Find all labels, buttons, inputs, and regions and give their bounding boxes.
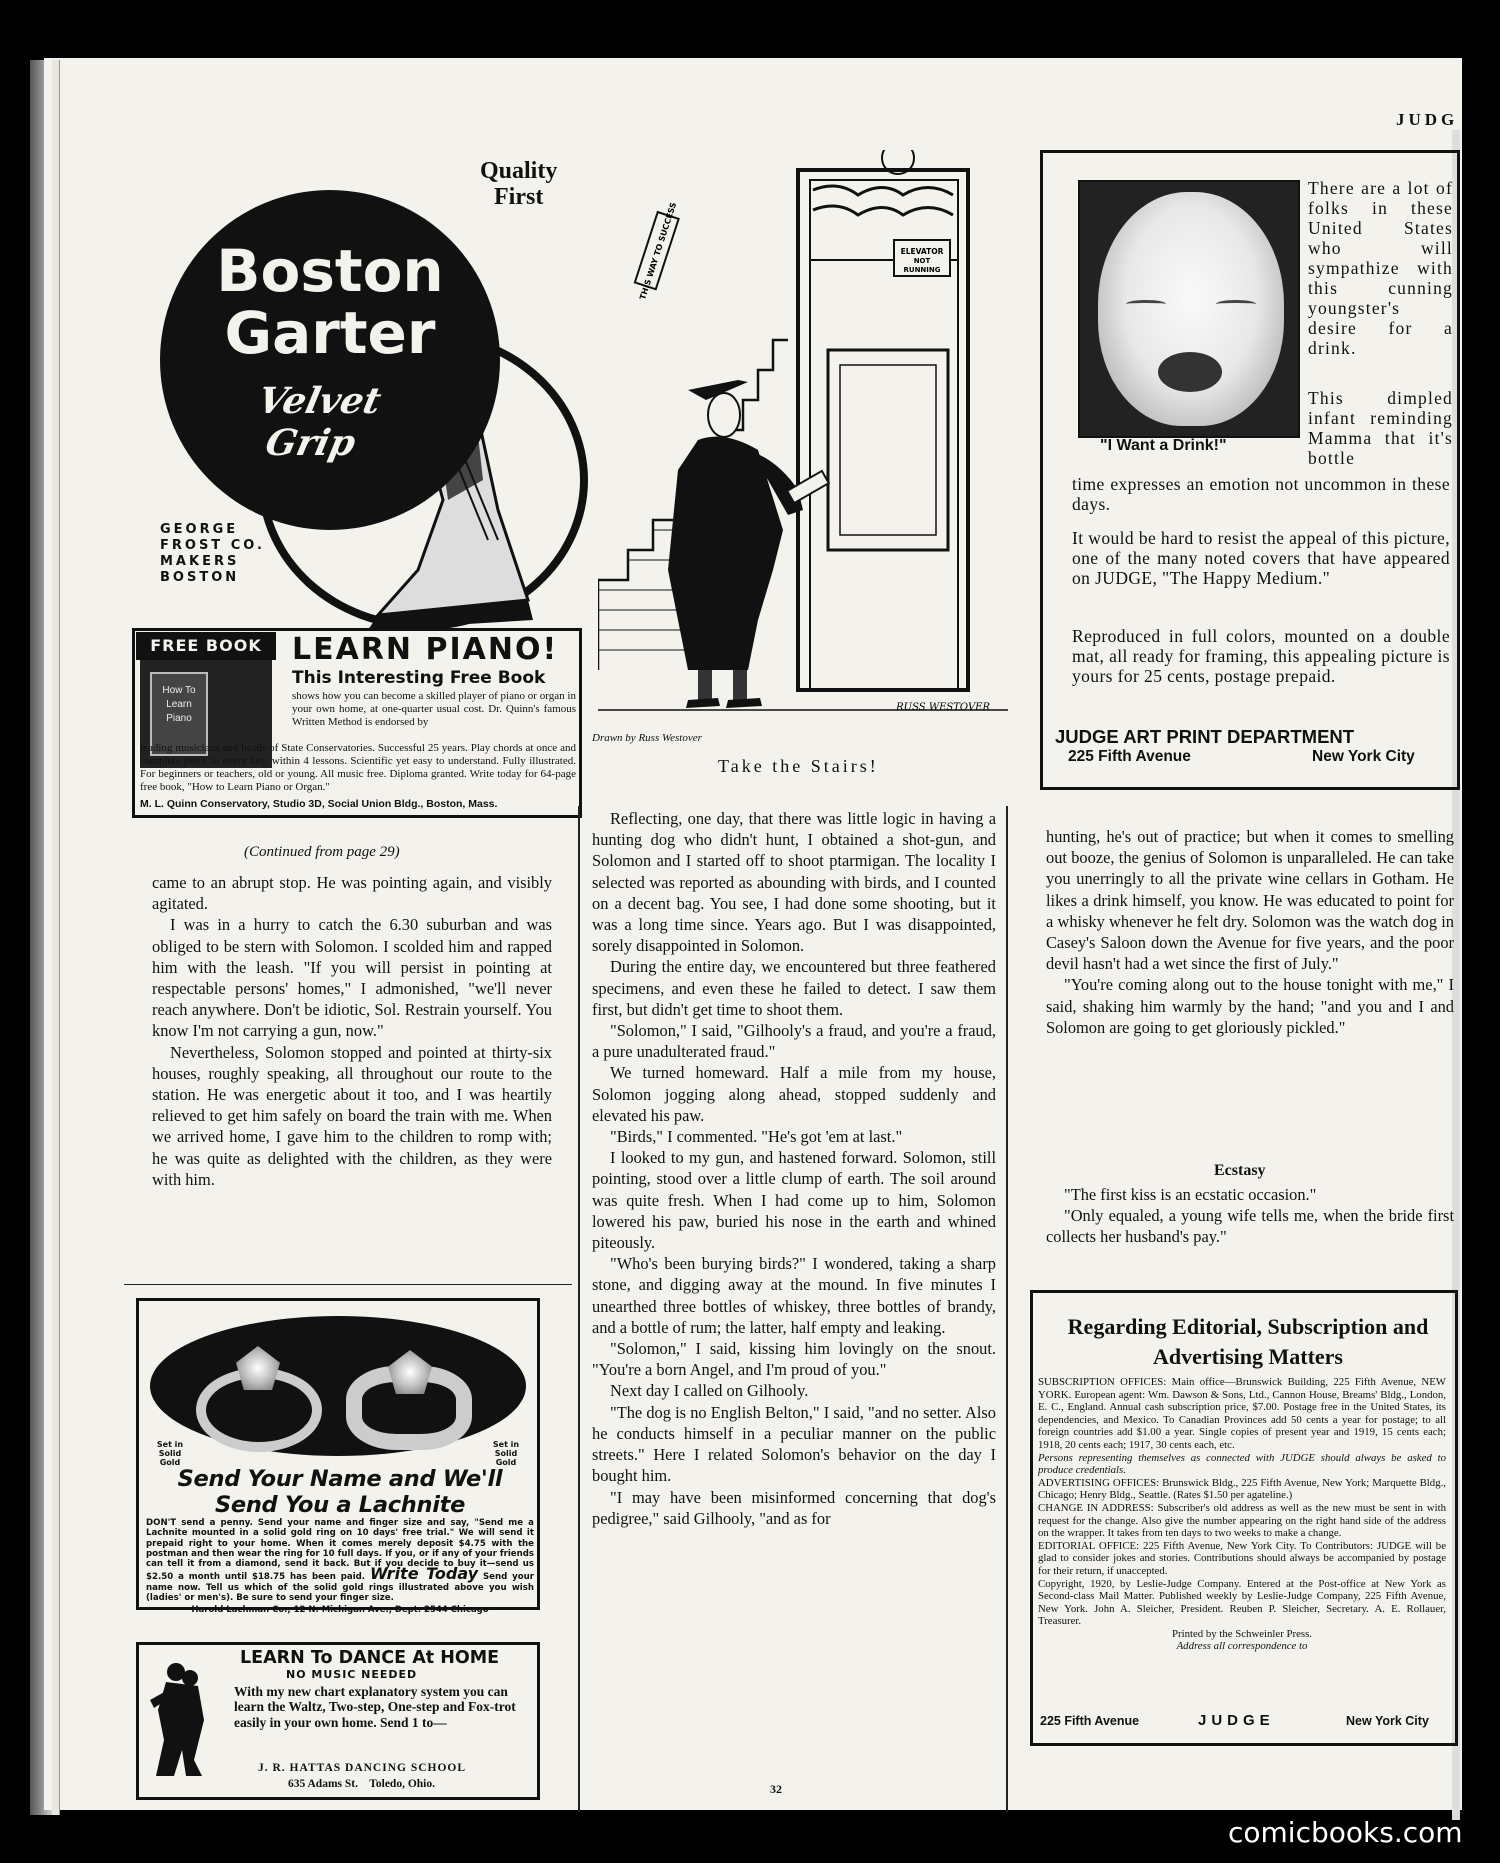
garter-brand-line1: Boston (216, 237, 444, 305)
write-today: Write Today (369, 1564, 479, 1584)
baby-ad-p2-beside: This dimpled infant reminding Mamma that it's bottle (1308, 388, 1453, 468)
story-paragraph: "Solomon," I said, "Gilhooly's a fraud, and you're a fraud, a pure unadulterated fraud." (592, 1021, 996, 1062)
regarding-paragraph: CHANGE IN ADDRESS: Subscriber's old address as well as the new must be sent in with request for the change. Also give the number appearing on the right hand side of the address on the wrapper. It takes from ten days to two weeks to make a change. (1038, 1501, 1446, 1540)
quality-word: Quality (480, 158, 558, 184)
story-paragraph: "Who's been burying birds?" I wondered, taking a sharp stone, and digging away at the mound. In five minutes I unearthed three bottles of whiskey, three bottles of brandy, and a bottle of rum; the latter, half empty and leaking. (592, 1254, 996, 1337)
lachnite-headline-1: Send Your Name and We'll (177, 1466, 503, 1492)
lachnite-headline-2: Send You a Lachnite (214, 1492, 466, 1518)
story-paragraph: came to an abrupt stop. He was pointing again, and visibly agitated. (152, 873, 552, 914)
story-paragraph: I was in a hurry to catch the 6.30 suburban and was obliged to be stern with Solomon. I scolded him and rapped him with the leash. "If you will persist in pointing at respectable persons' homes," I admonished, "we'll never reach anywhere. Don't be idiotic, Sol. Restrain yourself. You know I'm not carrying a gun, now." (152, 915, 552, 1041)
free-book-badge: FREE BOOK (136, 632, 276, 660)
cartoon-credit: Drawn by Russ Westover (592, 732, 702, 744)
piano-ad-body-narrow: shows how you can become a skilled player of piano or organ in your own home, at one-quarter usual cost. Dr. Quinn's famous Written Method is endorsed by (292, 690, 576, 728)
baby-ad-p3: It would be hard to resist the appeal of this picture, one of the many noted covers that have appeared on JUDGE, "The Happy Medium." (1072, 528, 1450, 588)
baby-eye (1216, 300, 1256, 308)
story-paragraph: We turned homeward. Half a mile from my house, Solomon jogging along ahead, stopped suddenly and elevated his paw. (592, 1063, 996, 1125)
regarding-paragraph: Copyright, 1920, by Leslie-Judge Company. Entered at the Post-office at New York as Second-class Mail Matter. Published weekly by Leslie-Judge Company, 225 Fifth Avenue, New York. John A. Sleicher, President. Reuben P. Sleicher, Secretary. A. E. Rollauer, Treasurer. (1038, 1577, 1446, 1628)
story-paragraph: "Solomon," I said, kissing him lovingly on the snout. "You're a born Angel, and I'm proud of you." (592, 1339, 996, 1380)
right-black-margin (1462, 58, 1500, 1818)
baby-ad-p1: There are a lot of folks in these United States who will sympathize with this cunning youngster's desire for a drink. (1308, 178, 1453, 358)
piano-ad-subtitle: This Interesting Free Book (292, 668, 546, 688)
regarding-paragraph: SUBSCRIPTION OFFICES: Main office—Brunswick Building, 225 Fifth Avenue, NEW YORK. European agent: Wm. Dawson & Sons, Ltd., Cannon House, Breams' Bldg., London, E. C., England. Annual cash subscription price, $7.00. Postage free in the United States, its dependencies, and Mexico. To Canadian Provinces add 50 cents a year for postage; to all foreign countries add $1.00 a year. Single copies of present year and 1919, 15 cents each; 1918, 20 cents each; 1917, 30 cents each, etc. (1038, 1376, 1446, 1451)
success-sign: THIS WAY TO SUCCESS (638, 201, 679, 301)
regarding-foot-address: 225 Fifth Avenue (1040, 1714, 1140, 1728)
regarding-paragraph: Persons representing themselves as connected with JUDGE should always be asked to produce credentials. (1038, 1451, 1446, 1477)
regarding-title-line1: Regarding Editorial, Subscription and (1067, 1314, 1429, 1339)
dancing-couple-silhouette (146, 1660, 212, 1778)
garter-makers (160, 522, 265, 586)
lachnite-body-text: DON'T send a penny. Send your name and finger size and say, "Send me a Lachnite mounted in a solid gold ring on 10 days' free trial." We will send it prepaid right to your home. When it comes merely deposit $4.75 with the postman and then wear the ring for 10 full days. If you, or if any of your friends can tell it from a diamond, send it back. But if you decide to buy it—send us $2.50 a month until $18.75 has been paid. (146, 1518, 534, 1583)
artist-signature: RUSS WESTOVER (896, 702, 990, 713)
garter-brand (180, 237, 480, 367)
regarding-paragraph: EDITORIAL OFFICE: 225 Fifth Avenue, New York City. To Contributors: JUDGE will be glad to consider jokes and stories. Contributions should always be accompanied by postage for their return, if unaccepted. (1038, 1539, 1446, 1577)
dance-school: J. R. HATTAS DANCING SCHOOL (258, 1762, 467, 1774)
cartoon-illustration (598, 150, 1008, 728)
baby-ad-p2-rest: time expresses an emotion not uncommon in these days. (1072, 474, 1450, 514)
piano-ad-title: LEARN PIANO! (292, 632, 559, 667)
piano-ad-body-wide: leading musicians and heads of State Conservatories. Successful 25 years. Play chords at once and complete piece in every key, within 4 lessons. Scientific yet easy to understand. Fully illustrated. For beginners or teachers, old or young. All music free. Diploma granted. Write today for 64-page free book, "How to Learn Piano or Organ." (140, 742, 576, 793)
baby-caption: "I Want a Drink!" (1100, 437, 1227, 454)
baby-ad-p4: Reproduced in full colors, mounted on a double mat, all ready for framing, this appealing picture is yours for 25 cents, postage prepaid. (1072, 626, 1450, 686)
story-paragraph: "The dog is no English Belton," I said, "and no setter. Also he conducts himself in a peculiar manner on the public streets." Here I related Solomon's behavior on the day I bought him. (592, 1402, 996, 1486)
story-paragraph: hunting, he's out of practice; but when it comes to smelling out booze, the genius of Solomon is unparalleled. He can take you unerringly to all the private wine cellars in Gotham. He likes a drink himself, you know. He was educated to point for a whisky whenever he felt dry. Solomon was the watch dog in Casey's Saloon down the Avenue for five years, and the poor devil hasn't had a wet since the first of July." (1046, 827, 1454, 974)
story-column-1 (152, 872, 552, 1190)
ecstasy-line: "The first kiss is an ecstatic occasion." (1064, 1185, 1317, 1204)
cartoon-title: Take the Stairs! (718, 756, 879, 776)
column-rule (1006, 806, 1008, 1812)
art-print-city: New York City (1312, 748, 1415, 765)
regarding-body (1038, 1376, 1446, 1653)
ecstasy-title: Ecstasy (1214, 1162, 1266, 1179)
regarding-title (1038, 1312, 1458, 1372)
lachnite-body (146, 1518, 534, 1616)
regarding-foot-judge: JUDGE (1198, 1712, 1275, 1729)
story-paragraph: "I may have been misinformed concerning that dog's pedigree," said Gilhooly, "and as for (592, 1487, 996, 1528)
column-rule (578, 806, 580, 1812)
art-print-address: 225 Fifth Avenue (1068, 748, 1191, 765)
garter-brand-line2: Garter (224, 299, 436, 367)
maker-line: BOSTON (160, 570, 240, 585)
story-paragraph: I looked to my gun, and hastened forward. Solomon, still pointing, stood over a little clump of earth. The soil around was quite fresh. When I had come up to him, Solomon lowered his paw, buried his nose in the earth and whined piteously. (592, 1148, 996, 1253)
story-paragraph: During the entire day, we encountered but three feathered specimens, and even these he failed to detect. I saw them first, but didn't get time to shoot them. (592, 957, 996, 1019)
piano-ad-signature: M. L. Quinn Conservatory, Studio 3D, Social Union Bldg., Boston, Mass. (140, 798, 498, 810)
story-paragraph: Reflecting, one day, that there was little logic in having a hunting dog who didn't hunt, I obtained a shot-gun, and Solomon and I started off to shoot ptarmigan. The locality I selected was reported as abounding with birds, and I counted on a decent bag. You see, I had done some shooting, but it was a long time since. Years ago. But I was disappointed, sorely disappointed in Solomon. (592, 809, 996, 956)
story-paragraph: Next day I called on Gilhooly. (610, 1381, 809, 1401)
set-in-gold-right: Set in Solid Gold (492, 1440, 520, 1467)
page-number: 32 (770, 1782, 782, 1796)
art-print-dept: JUDGE ART PRINT DEPARTMENT (1055, 726, 1355, 747)
section-rule (124, 1284, 572, 1285)
maker-line: MAKERS (160, 554, 240, 569)
dance-ad-title: LEARN To DANCE At HOME (240, 1648, 500, 1668)
story-paragraph: Nevertheless, Solomon stopped and pointed at thirty-six houses, roughly speaking, all throughout our route to the station. He was energetic about it too, and I was heartily relieved to get him safely on board the train with me. When we arrived home, I gave him to the children to romp with; he was quite as delighted with the children, as they were with him. (152, 1042, 552, 1189)
first-word: First (494, 184, 544, 210)
story-paragraph: "You're coming along out to the house tonight with me," I said, shaking him warmly by the hand; "and you and I and Solomon are going to get gloriously pickled." (1046, 975, 1454, 1037)
story-column-3 (1046, 826, 1454, 1038)
book-cover-line: Piano (166, 713, 192, 724)
baby-eye (1126, 300, 1166, 308)
quality-first (480, 158, 557, 210)
lachnite-body-text-2: Send your name now. Tell us which of the solid gold rings illustrated above you wish (ladies' or men's). Be sure to send your finger size. (146, 1572, 534, 1604)
maker-line: GEORGE (160, 522, 239, 537)
story-paragraph: "Birds," I commented. "He's got 'em at last." (610, 1127, 903, 1147)
ecstasy-line: "Only equaled, a young wife tells me, when the bride first collects her husband's pay." (1046, 1206, 1454, 1247)
elevator-sign: NOT (913, 257, 931, 265)
lachnite-company: Harold Lachman Co., 12 N. Michigan Ave., Dept. 2544 Chicago (191, 1605, 489, 1616)
baby-mouth (1158, 352, 1222, 392)
book-cover-line: Learn (166, 699, 192, 710)
set-in-gold-left: Set in Solid Gold (156, 1440, 184, 1467)
regarding-paragraph: Printed by the Schweinler Press. (1171, 1627, 1313, 1640)
story-column-2 (592, 808, 996, 1529)
masthead: JUDG (1396, 110, 1459, 129)
maker-line: FROST CO. (160, 538, 265, 553)
regarding-title-line2: Advertising Matters (1152, 1344, 1343, 1369)
garter-script-logo: Velvet Grip (254, 380, 385, 464)
dance-ad-subtitle: NO MUSIC NEEDED (286, 1668, 418, 1681)
watermark: comicbooks.com (1228, 1816, 1463, 1849)
regarding-foot-city: New York City (1346, 1714, 1429, 1728)
dance-address: 635 Adams St. Toledo, Ohio. (288, 1778, 435, 1790)
continued-note: (Continued from page 29) (244, 844, 400, 860)
book-cover-line: How To (162, 685, 196, 696)
elevator-sign: RUNNING (903, 266, 941, 274)
dance-ad-body: With my new chart explanatory system you can learn the Waltz, Two-step, One-step and Fox-trot easily in your own home. Send 1 to— (234, 1684, 516, 1730)
binding-edge (52, 60, 60, 1815)
ecstasy-text (1046, 1184, 1454, 1248)
regarding-paragraph: ADVERTISING OFFICES: Brunswick Bldg., 225 Fifth Avenue, New York; Marquette Bldg., Chicago; Henry Bldg., Seattle. (Rates $1.50 per agateline.) (1038, 1476, 1446, 1502)
regarding-paragraph: Address all correspondence to (1176, 1640, 1308, 1653)
elevator-sign: ELEVATOR (900, 247, 944, 256)
